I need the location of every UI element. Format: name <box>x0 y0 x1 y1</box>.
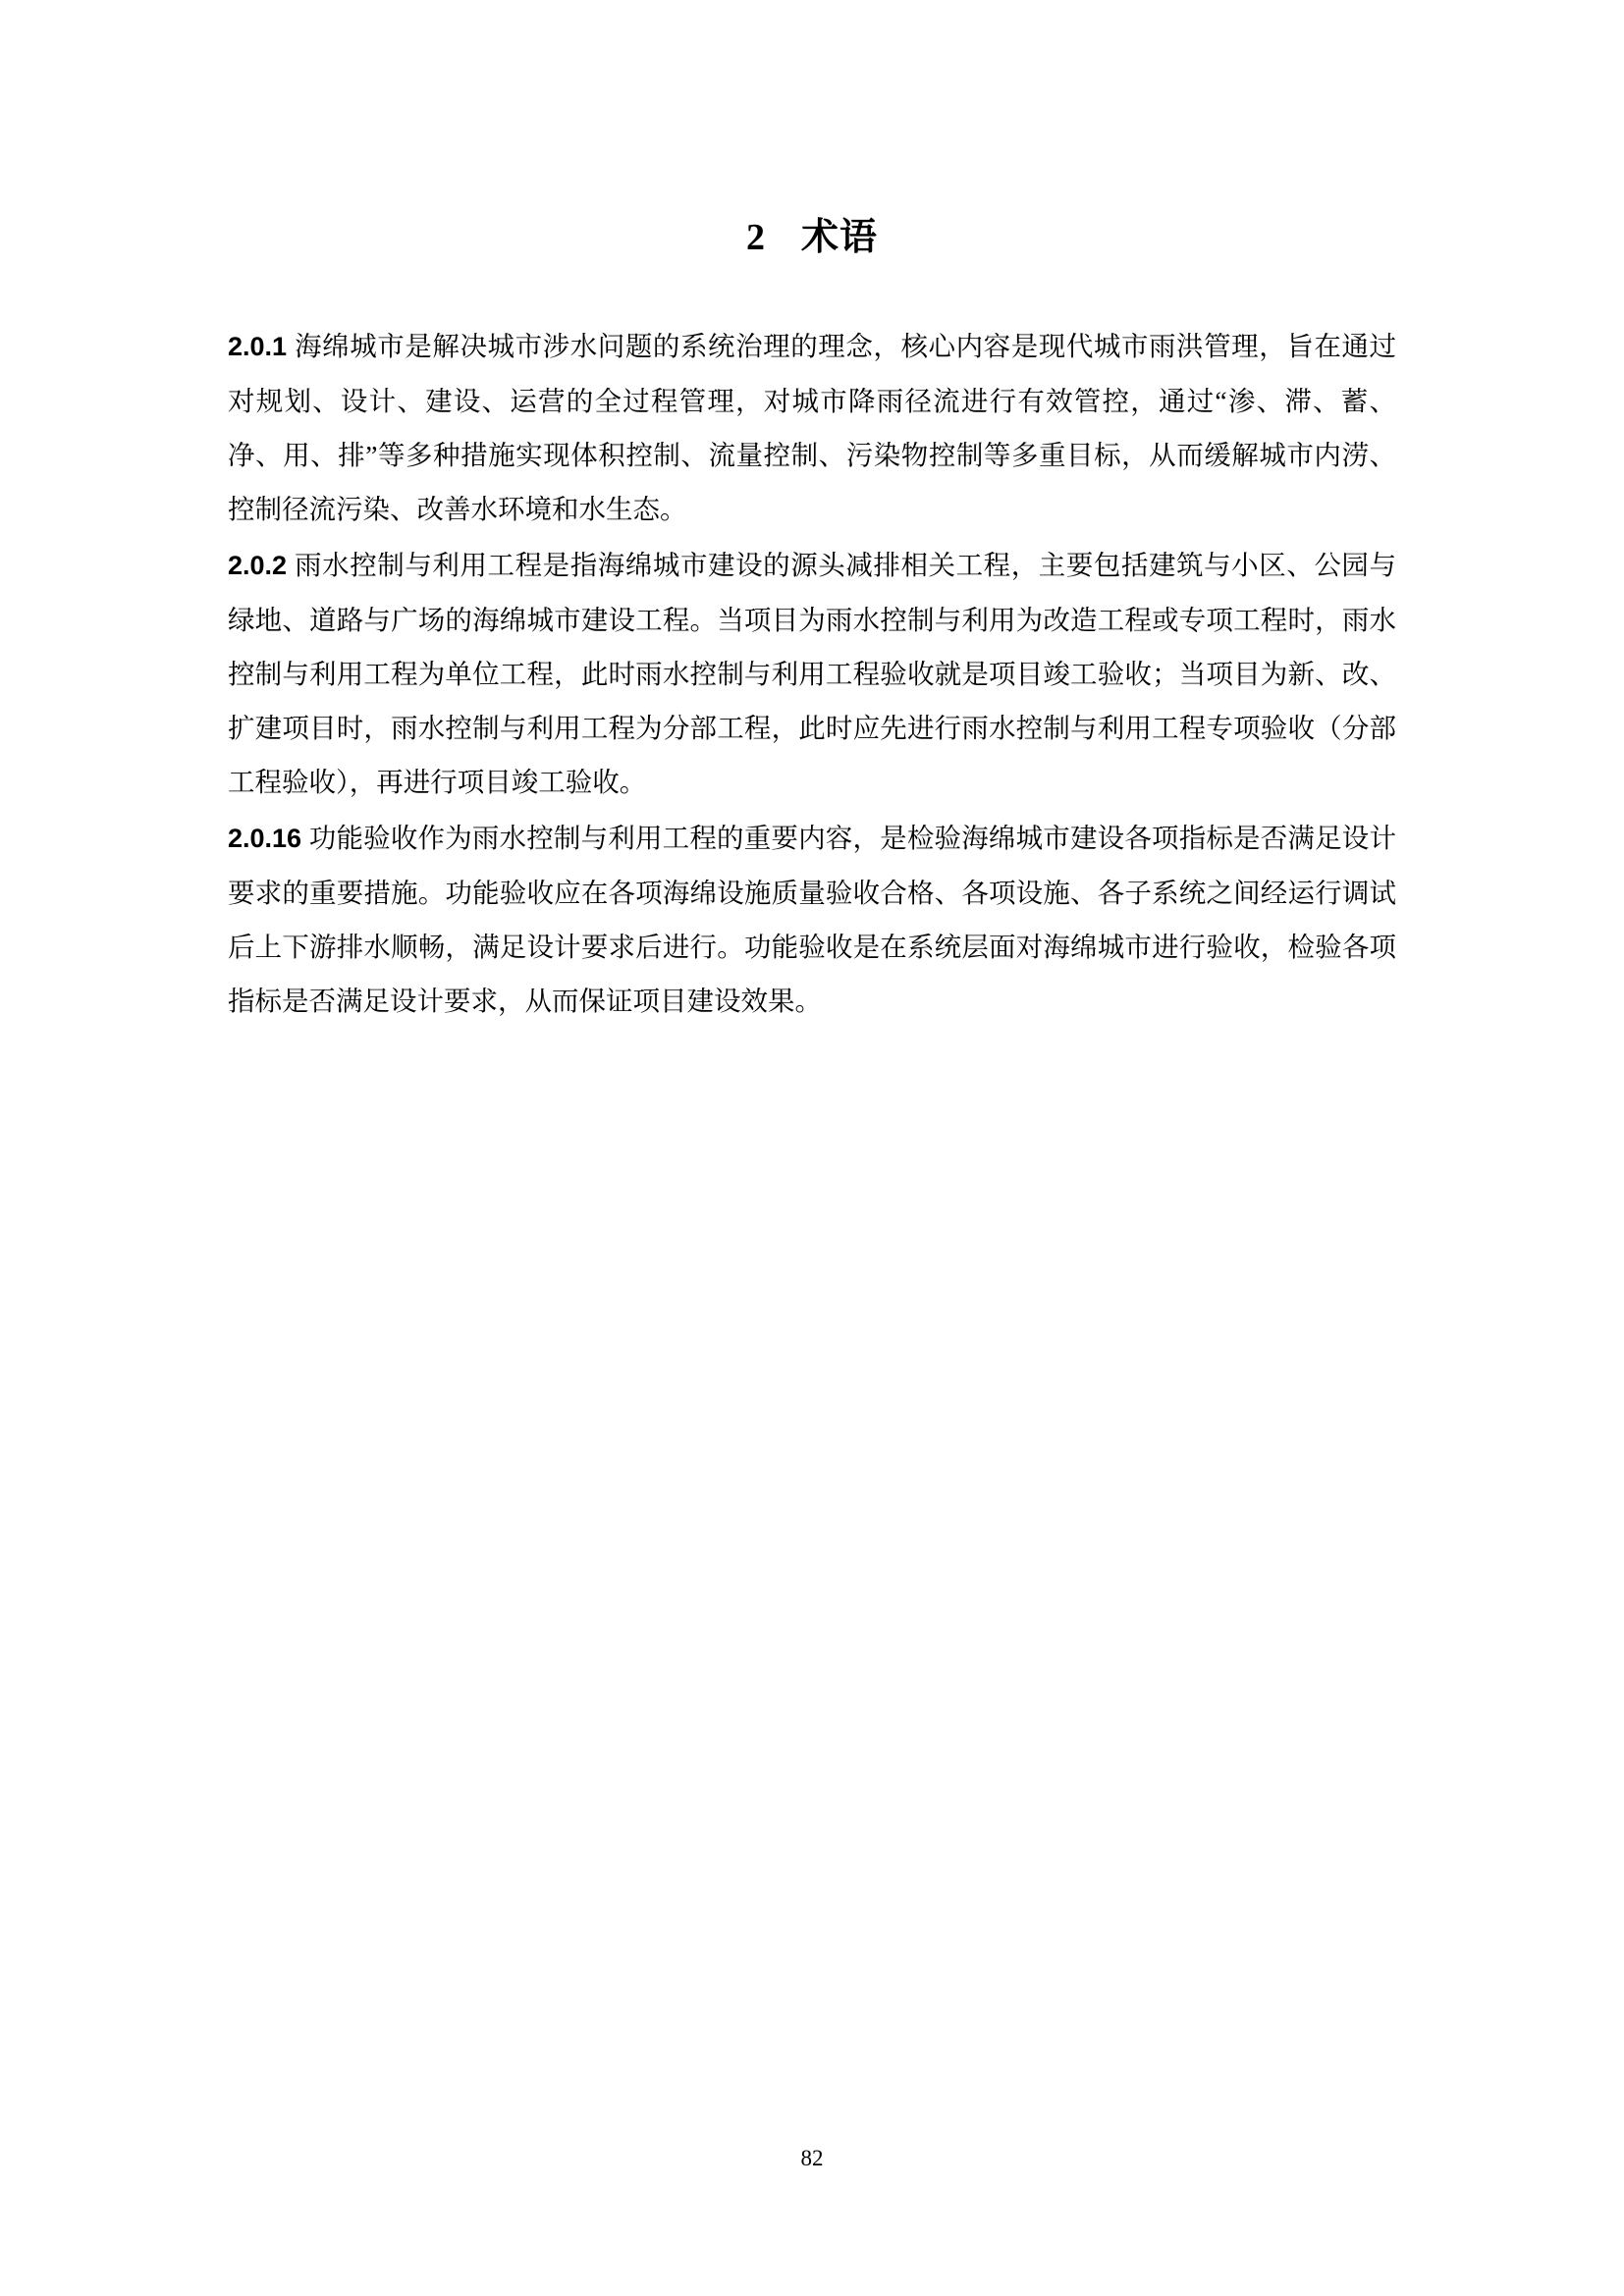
page-content <box>228 0 1396 1030</box>
clause-number: 2.0.2 <box>228 551 288 580</box>
clause-paragraph <box>228 319 1396 536</box>
page-title <box>228 0 1396 260</box>
clause-text: 雨水控制与利用工程是指海绵城市建设的源头减排相关工程，主要包括建筑与小区、公园与绿地、道路与广场的海绵城市建设工程。当项目为雨水控制与利用为改造工程或专项工程时，雨水控制与利用工程为单位工程，此时雨水控制与利用工程验收就是项目竣工验收；当项目为新、改、扩建项目时，雨水控制与利用工程为分部工程，此时应先进行雨水控制与利用工程专项验收（分部工程验收），再进行项目竣工验收。 <box>228 550 1396 797</box>
chapter-number: 2 <box>745 217 766 258</box>
clause-paragraph <box>228 811 1396 1028</box>
clause-paragraph <box>228 538 1396 809</box>
clause-text: 海绵城市是解决城市涉水问题的系统治理的理念，核心内容是现代城市雨洪管理，旨在通过对规划、设计、建设、运营的全过程管理，对城市降雨径流进行有效管控，通过“渗、滞、蓄、净、用、排”等多种措施实现体积控制、流量控制、污染物控制等多重目标，从而缓解城市内涝、控制径流污染、改善水环境和水生态。 <box>228 331 1396 524</box>
chapter-title: 术语 <box>800 217 878 258</box>
clause-number: 2.0.16 <box>228 824 302 853</box>
page-number: 82 <box>800 2146 824 2170</box>
clause-text: 功能验收作为雨水控制与利用工程的重要内容，是检验海绵城市建设各项指标是否满足设计要求的重要措施。功能验收应在各项海绵设施质量验收合格、各项设施、各子系统之间经运行调试后上下游排水顺畅，满足设计要求后进行。功能验收是在系统层面对海绵城市进行验收，检验各项指标是否满足设计要求，从而保证项目建设效果。 <box>228 823 1396 1016</box>
body-text <box>228 319 1396 1028</box>
clause-number: 2.0.1 <box>228 332 288 361</box>
